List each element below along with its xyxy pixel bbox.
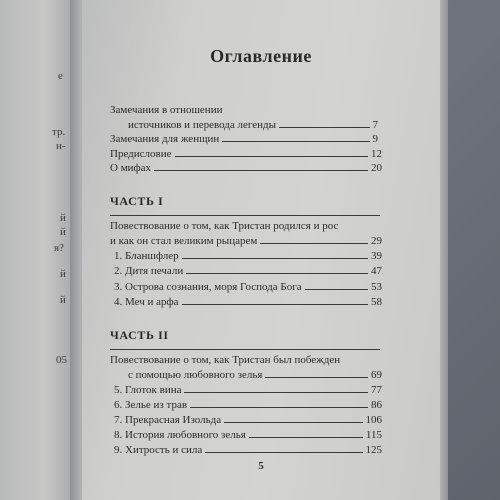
toc-page-number: 9	[372, 133, 378, 145]
toc-entry	[110, 148, 382, 160]
toc-entry-text: 3. Острова сознания, моря Господа Бога	[114, 281, 302, 293]
toc-leader	[154, 170, 368, 171]
part-2-intro-line-2: с помощью любовного зелья	[128, 369, 263, 381]
toc-entry	[114, 444, 382, 456]
toc-leader	[184, 392, 368, 393]
toc-entry	[114, 399, 382, 411]
toc-page-number: 69	[371, 369, 382, 381]
toc-page-number: 7	[372, 119, 378, 131]
toc-leader	[190, 407, 368, 408]
facing-page	[0, 0, 74, 500]
toc-entry	[114, 429, 382, 441]
toc-entry-text: источников и перевода легенды	[128, 119, 276, 131]
facing-page-fragment: й	[60, 226, 66, 238]
facing-page-fragment: й	[60, 294, 66, 306]
toc-entry-text: 7. Прекрасная Изольда	[114, 414, 222, 426]
page-number: 5	[258, 460, 264, 472]
toc-entry-text: 8. История любовного зелья	[114, 429, 246, 441]
toc-leader	[182, 304, 368, 305]
toc-entry-text: Предисловие	[110, 148, 172, 160]
part-2-intro-line-1: Повествование о том, как Тристан был побежден	[110, 354, 341, 366]
facing-page-fragment: тр.	[52, 126, 66, 138]
toc-page-number: 29	[371, 235, 382, 247]
toc-entry	[110, 133, 378, 145]
toc-entry	[110, 235, 382, 247]
toc-page-number: 12	[371, 148, 382, 160]
contents-page	[82, 0, 440, 500]
facing-page-fragment: е	[58, 70, 63, 82]
part-1-rule	[110, 215, 380, 216]
facing-page-fragment: 05	[56, 354, 67, 366]
toc-entry-text: 2. Дитя печали	[114, 265, 184, 277]
part-2-rule	[110, 349, 380, 350]
part-1-heading: ЧАСТЬ I	[110, 194, 164, 208]
toc-entry-text: 5. Глоток вина	[114, 384, 182, 396]
toc-entry	[128, 119, 378, 131]
toc-entry-text: 4. Меч и арфа	[114, 296, 179, 308]
toc-entry	[128, 369, 382, 381]
toc-entry-text: Замечания для женщин	[110, 133, 220, 145]
toc-leader	[249, 437, 363, 438]
facing-page-fragment: й	[60, 268, 66, 280]
toc-leader	[186, 273, 368, 274]
toc-leader	[182, 258, 368, 259]
part-1-intro-line-2: и как он стал великим рыцарем	[110, 235, 258, 247]
toc-page-number: 115	[365, 429, 382, 441]
toc-page-number: 58	[371, 296, 382, 308]
toc-leader	[260, 243, 368, 244]
toc-entry	[110, 162, 382, 174]
toc-page-number: 47	[371, 265, 382, 277]
toc-leader	[265, 377, 368, 378]
toc-leader	[305, 289, 368, 290]
toc-leader	[205, 452, 362, 453]
toc-entry-text: 1. Бланшфлер	[114, 250, 179, 262]
toc-page-number: 77	[371, 384, 382, 396]
toc-page-number: 39	[371, 250, 382, 262]
toc-entry-text: О мифах	[110, 162, 152, 174]
toc-leader	[279, 127, 370, 128]
toc-leader	[222, 141, 369, 142]
facing-page-fragment: н-	[56, 140, 66, 152]
toc-entry	[114, 265, 382, 277]
toc-entry	[114, 414, 382, 426]
toc-page-number: 20	[371, 162, 382, 174]
toc-entry	[114, 250, 382, 262]
facing-page-fragment: й	[60, 212, 66, 224]
toc-leader	[224, 422, 362, 423]
part-2-heading: ЧАСТЬ II	[110, 328, 169, 342]
toc-entry-text: Замечания в отношении	[110, 104, 223, 116]
page-edge	[440, 0, 448, 500]
toc-page-number: 53	[371, 281, 382, 293]
toc-entry-text: 6. Зелье из трав	[114, 399, 188, 411]
toc-entry	[114, 281, 382, 293]
toc-entry	[114, 296, 382, 308]
toc-page-number: 106	[365, 414, 382, 426]
toc-entry	[114, 384, 382, 396]
toc-page-number: 86	[371, 399, 382, 411]
toc-entry-text: 9. Хитрость и сила	[114, 444, 203, 456]
toc-leader	[175, 156, 369, 157]
page-title: Оглавление	[210, 46, 312, 66]
part-1-intro-line-1: Повествование о том, как Тристан родился и рос	[110, 220, 339, 232]
toc-page-number: 125	[365, 444, 382, 456]
facing-page-fragment: я?	[54, 242, 64, 254]
